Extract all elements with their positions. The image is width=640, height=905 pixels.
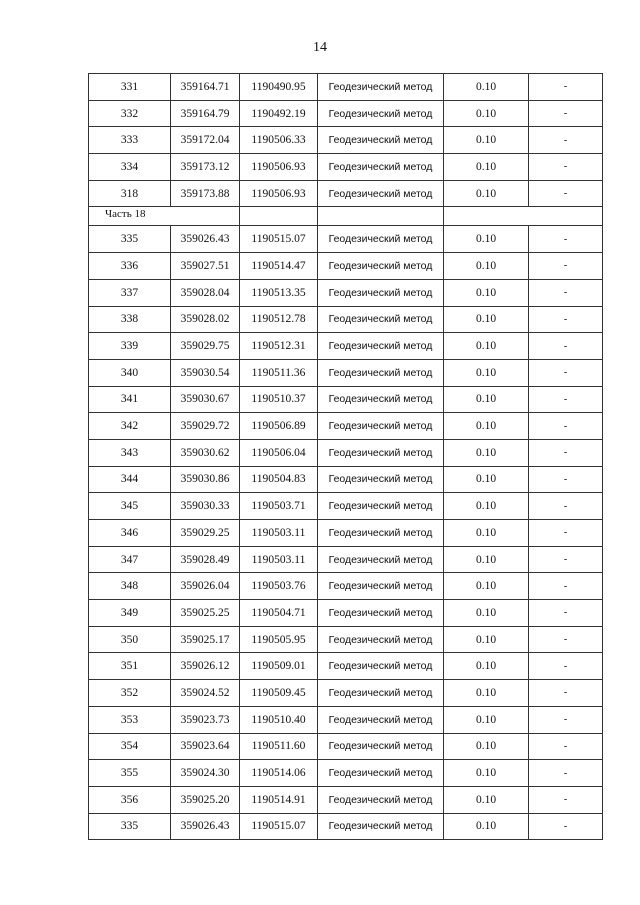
point-number-cell: 346 <box>89 520 171 547</box>
table-row <box>89 226 603 253</box>
accuracy-cell: 0.10 <box>444 100 529 127</box>
point-number-cell: 344 <box>89 466 171 493</box>
point-number-cell: 335 <box>89 813 171 840</box>
y-coordinate-cell: 1190512.31 <box>240 333 318 360</box>
note-cell: - <box>529 466 603 493</box>
x-coordinate-cell: 359029.75 <box>171 333 240 360</box>
table-row <box>89 626 603 653</box>
accuracy-cell: 0.10 <box>444 520 529 547</box>
x-coordinate-cell: 359028.02 <box>171 306 240 333</box>
method-cell: Геодезический метод <box>318 600 444 627</box>
y-coordinate-cell: 1190513.35 <box>240 279 318 306</box>
accuracy-cell: 0.10 <box>444 306 529 333</box>
x-coordinate-cell: 359028.04 <box>171 279 240 306</box>
coordinates-table-body <box>89 74 603 840</box>
x-coordinate-cell: 359025.17 <box>171 626 240 653</box>
note-cell: - <box>529 520 603 547</box>
point-number-cell: 348 <box>89 573 171 600</box>
point-number-cell: 334 <box>89 154 171 181</box>
accuracy-cell: 0.10 <box>444 180 529 207</box>
x-coordinate-cell: 359173.12 <box>171 154 240 181</box>
method-cell: Геодезический метод <box>318 466 444 493</box>
point-number-cell: 355 <box>89 760 171 787</box>
accuracy-cell: 0.10 <box>444 733 529 760</box>
accuracy-cell: 0.10 <box>444 74 529 101</box>
y-coordinate-cell: 1190506.93 <box>240 154 318 181</box>
note-cell: - <box>529 74 603 101</box>
y-coordinate-cell: 1190504.83 <box>240 466 318 493</box>
accuracy-cell: 0.10 <box>444 813 529 840</box>
y-coordinate-cell: 1190503.76 <box>240 573 318 600</box>
point-number-cell: 343 <box>89 439 171 466</box>
accuracy-cell: 0.10 <box>444 359 529 386</box>
x-coordinate-cell: 359030.62 <box>171 439 240 466</box>
y-coordinate-cell: 1190511.60 <box>240 733 318 760</box>
y-coordinate-cell: 1190504.71 <box>240 600 318 627</box>
accuracy-cell: 0.10 <box>444 653 529 680</box>
y-coordinate-cell: 1190490.95 <box>240 74 318 101</box>
y-coordinate-cell: 1190503.11 <box>240 520 318 547</box>
y-coordinate-cell: 1190505.95 <box>240 626 318 653</box>
table-row <box>89 386 603 413</box>
x-coordinate-cell: 359030.54 <box>171 359 240 386</box>
x-coordinate-cell: 359164.71 <box>171 74 240 101</box>
x-coordinate-cell: 359023.64 <box>171 733 240 760</box>
point-number-cell: 349 <box>89 600 171 627</box>
note-cell: - <box>529 180 603 207</box>
note-cell: - <box>529 253 603 280</box>
x-coordinate-cell: 359029.72 <box>171 413 240 440</box>
x-coordinate-cell: 359025.20 <box>171 786 240 813</box>
point-number-cell: 335 <box>89 226 171 253</box>
note-cell: - <box>529 600 603 627</box>
y-coordinate-cell: 1190509.01 <box>240 653 318 680</box>
table-row <box>89 706 603 733</box>
x-coordinate-cell: 359026.12 <box>171 653 240 680</box>
table-row <box>89 180 603 207</box>
accuracy-cell: 0.10 <box>444 226 529 253</box>
x-coordinate-cell: 359029.25 <box>171 520 240 547</box>
point-number-cell: 339 <box>89 333 171 360</box>
accuracy-cell: 0.10 <box>444 386 529 413</box>
x-coordinate-cell: 359026.04 <box>171 573 240 600</box>
x-coordinate-cell: 359024.52 <box>171 680 240 707</box>
point-number-cell: 338 <box>89 306 171 333</box>
coordinates-table <box>88 73 603 840</box>
point-number-cell: 351 <box>89 653 171 680</box>
method-cell: Геодезический метод <box>318 333 444 360</box>
note-cell: - <box>529 733 603 760</box>
accuracy-cell: 0.10 <box>444 413 529 440</box>
table-row <box>89 733 603 760</box>
y-coordinate-cell: 1190514.91 <box>240 786 318 813</box>
accuracy-cell: 0.10 <box>444 466 529 493</box>
note-cell: - <box>529 493 603 520</box>
x-coordinate-cell: 359030.33 <box>171 493 240 520</box>
note-cell: - <box>529 127 603 154</box>
table-row <box>89 306 603 333</box>
empty-cell <box>318 207 444 226</box>
note-cell: - <box>529 359 603 386</box>
y-coordinate-cell: 1190515.07 <box>240 226 318 253</box>
method-cell: Геодезический метод <box>318 653 444 680</box>
point-number-cell: 332 <box>89 100 171 127</box>
accuracy-cell: 0.10 <box>444 253 529 280</box>
point-number-cell: 356 <box>89 786 171 813</box>
accuracy-cell: 0.10 <box>444 626 529 653</box>
y-coordinate-cell: 1190514.06 <box>240 760 318 787</box>
note-cell: - <box>529 413 603 440</box>
table-row <box>89 520 603 547</box>
table-row <box>89 680 603 707</box>
table-row <box>89 546 603 573</box>
y-coordinate-cell: 1190506.33 <box>240 127 318 154</box>
table-row <box>89 74 603 101</box>
accuracy-cell: 0.10 <box>444 786 529 813</box>
y-coordinate-cell: 1190512.78 <box>240 306 318 333</box>
point-number-cell: 341 <box>89 386 171 413</box>
table-row <box>89 100 603 127</box>
method-cell: Геодезический метод <box>318 813 444 840</box>
accuracy-cell: 0.10 <box>444 600 529 627</box>
note-cell: - <box>529 813 603 840</box>
accuracy-cell: 0.10 <box>444 439 529 466</box>
table-row <box>89 279 603 306</box>
accuracy-cell: 0.10 <box>444 760 529 787</box>
point-number-cell: 353 <box>89 706 171 733</box>
table-row <box>89 813 603 840</box>
page-number: 14 <box>313 40 327 55</box>
point-number-cell: 354 <box>89 733 171 760</box>
note-cell: - <box>529 386 603 413</box>
x-coordinate-cell: 359024.30 <box>171 760 240 787</box>
method-cell: Геодезический метод <box>318 520 444 547</box>
method-cell: Геодезический метод <box>318 573 444 600</box>
x-coordinate-cell: 359030.67 <box>171 386 240 413</box>
method-cell: Геодезический метод <box>318 279 444 306</box>
y-coordinate-cell: 1190515.07 <box>240 813 318 840</box>
method-cell: Геодезический метод <box>318 306 444 333</box>
note-cell: - <box>529 306 603 333</box>
note-cell: - <box>529 680 603 707</box>
method-cell: Геодезический метод <box>318 386 444 413</box>
point-number-cell: 352 <box>89 680 171 707</box>
y-coordinate-cell: 1190509.45 <box>240 680 318 707</box>
method-cell: Геодезический метод <box>318 359 444 386</box>
method-cell: Геодезический метод <box>318 626 444 653</box>
note-cell: - <box>529 546 603 573</box>
method-cell: Геодезический метод <box>318 786 444 813</box>
point-number-cell: 340 <box>89 359 171 386</box>
table-row <box>89 786 603 813</box>
accuracy-cell: 0.10 <box>444 154 529 181</box>
y-coordinate-cell: 1190503.71 <box>240 493 318 520</box>
method-cell: Геодезический метод <box>318 100 444 127</box>
point-number-cell: 336 <box>89 253 171 280</box>
x-coordinate-cell: 359026.43 <box>171 226 240 253</box>
x-coordinate-cell: 359172.04 <box>171 127 240 154</box>
note-cell: - <box>529 439 603 466</box>
note-cell: - <box>529 760 603 787</box>
table-row <box>89 439 603 466</box>
point-number-cell: 333 <box>89 127 171 154</box>
method-cell: Геодезический метод <box>318 680 444 707</box>
table-row <box>89 600 603 627</box>
note-cell: - <box>529 100 603 127</box>
y-coordinate-cell: 1190492.19 <box>240 100 318 127</box>
method-cell: Геодезический метод <box>318 226 444 253</box>
empty-cell <box>240 207 318 226</box>
method-cell: Геодезический метод <box>318 127 444 154</box>
table-row <box>89 760 603 787</box>
table-row <box>89 359 603 386</box>
point-number-cell: 347 <box>89 546 171 573</box>
accuracy-cell: 0.10 <box>444 706 529 733</box>
y-coordinate-cell: 1190510.37 <box>240 386 318 413</box>
table-row <box>89 573 603 600</box>
part-label: Часть 18 <box>89 207 240 226</box>
part-header-row <box>89 207 603 226</box>
note-cell: - <box>529 279 603 306</box>
accuracy-cell: 0.10 <box>444 546 529 573</box>
note-cell: - <box>529 626 603 653</box>
x-coordinate-cell: 359173.88 <box>171 180 240 207</box>
y-coordinate-cell: 1190506.93 <box>240 180 318 207</box>
method-cell: Геодезический метод <box>318 74 444 101</box>
method-cell: Геодезический метод <box>318 493 444 520</box>
y-coordinate-cell: 1190511.36 <box>240 359 318 386</box>
x-coordinate-cell: 359023.73 <box>171 706 240 733</box>
note-cell: - <box>529 653 603 680</box>
x-coordinate-cell: 359025.25 <box>171 600 240 627</box>
point-number-cell: 318 <box>89 180 171 207</box>
x-coordinate-cell: 359030.86 <box>171 466 240 493</box>
table-row <box>89 127 603 154</box>
table-row <box>89 413 603 440</box>
table-row <box>89 333 603 360</box>
method-cell: Геодезический метод <box>318 413 444 440</box>
point-number-cell: 337 <box>89 279 171 306</box>
table-row <box>89 466 603 493</box>
method-cell: Геодезический метод <box>318 154 444 181</box>
method-cell: Геодезический метод <box>318 706 444 733</box>
point-number-cell: 345 <box>89 493 171 520</box>
point-number-cell: 331 <box>89 74 171 101</box>
accuracy-cell: 0.10 <box>444 279 529 306</box>
empty-cell <box>529 207 603 226</box>
x-coordinate-cell: 359026.43 <box>171 813 240 840</box>
table-row <box>89 154 603 181</box>
y-coordinate-cell: 1190503.11 <box>240 546 318 573</box>
note-cell: - <box>529 573 603 600</box>
x-coordinate-cell: 359027.51 <box>171 253 240 280</box>
point-number-cell: 342 <box>89 413 171 440</box>
accuracy-cell: 0.10 <box>444 127 529 154</box>
accuracy-cell: 0.10 <box>444 573 529 600</box>
table-row <box>89 653 603 680</box>
point-number-cell: 350 <box>89 626 171 653</box>
note-cell: - <box>529 154 603 181</box>
note-cell: - <box>529 786 603 813</box>
note-cell: - <box>529 706 603 733</box>
method-cell: Геодезический метод <box>318 733 444 760</box>
note-cell: - <box>529 226 603 253</box>
accuracy-cell: 0.10 <box>444 680 529 707</box>
method-cell: Геодезический метод <box>318 180 444 207</box>
x-coordinate-cell: 359164.79 <box>171 100 240 127</box>
method-cell: Геодезический метод <box>318 760 444 787</box>
x-coordinate-cell: 359028.49 <box>171 546 240 573</box>
accuracy-cell: 0.10 <box>444 493 529 520</box>
y-coordinate-cell: 1190514.47 <box>240 253 318 280</box>
y-coordinate-cell: 1190506.89 <box>240 413 318 440</box>
method-cell: Геодезический метод <box>318 546 444 573</box>
y-coordinate-cell: 1190506.04 <box>240 439 318 466</box>
empty-cell <box>444 207 529 226</box>
y-coordinate-cell: 1190510.40 <box>240 706 318 733</box>
table-row <box>89 493 603 520</box>
table-row <box>89 253 603 280</box>
method-cell: Геодезический метод <box>318 253 444 280</box>
method-cell: Геодезический метод <box>318 439 444 466</box>
accuracy-cell: 0.10 <box>444 333 529 360</box>
note-cell: - <box>529 333 603 360</box>
